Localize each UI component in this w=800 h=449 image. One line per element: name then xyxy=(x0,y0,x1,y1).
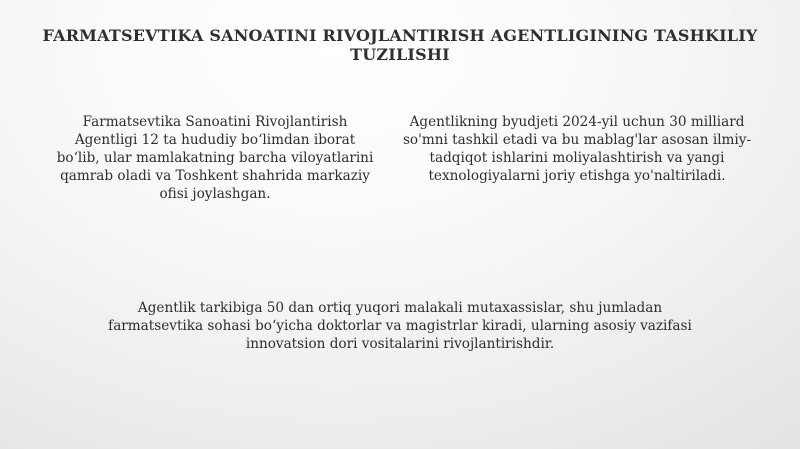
paragraph-right: Agentlikning byudjeti 2024-yil uchun 30 milliard so'mni tashkil etadi va bu mablag'lar asosan ilmiy-tadqiqot ishlarini moliyalashtirish va yangi texnologiyalarni joriy etishga yo'naltiriladi. xyxy=(402,114,752,184)
paragraph-left: Farmatsevtika Sanoatini Rivojlantirish Agentligi 12 ta hududiy bo‘limdan iborat bo‘lib, ular mamlakatning barcha viloyatlarini qamrab oladi va Toshkent shahrida markaziy ofisi joylashgan. xyxy=(56,114,374,202)
paragraph-bottom: Agentlik tarkibiga 50 dan ortiq yuqori malakali mutaxassislar, shu jumladan farmatsevtika sohasi bo‘yicha doktorlar va magistrlar kiradi, ularning asosiy vazifasi innovatsion dori vositalarini rivojlantirishdir. xyxy=(108,300,692,352)
slide-title: FARMATSEVTIKA SANOATINI RIVOJLANTIRISH AGENTLIGINING TASHKILIY TUZILISHI xyxy=(42,26,758,64)
